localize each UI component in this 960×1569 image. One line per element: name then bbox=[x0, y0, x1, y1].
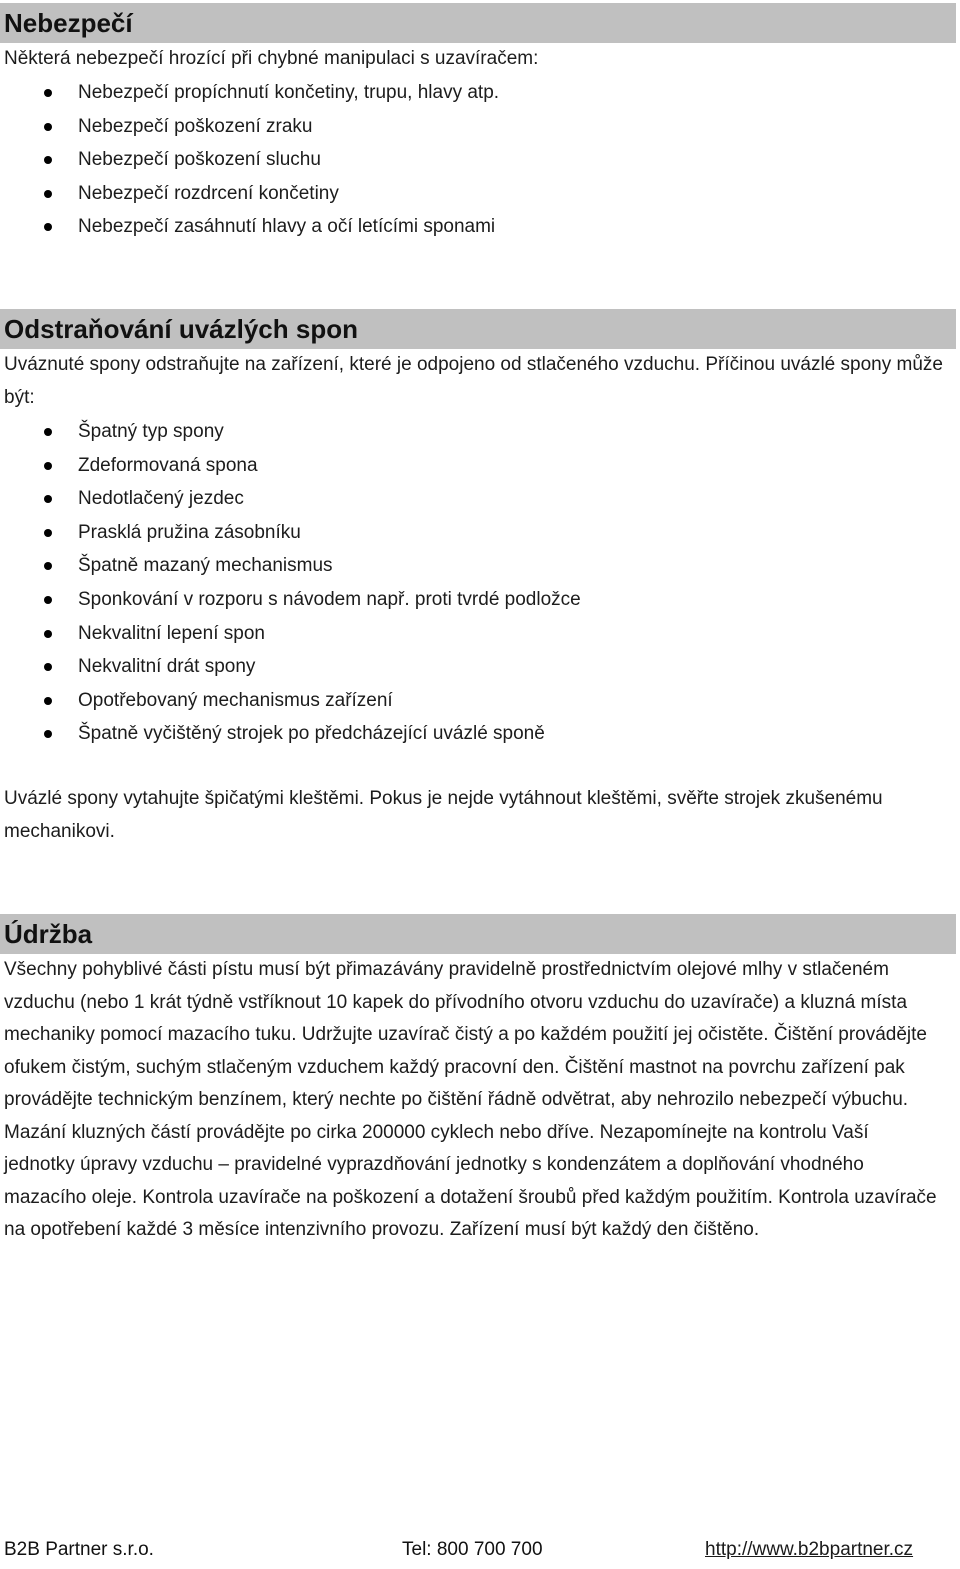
bullet-icon bbox=[44, 495, 52, 503]
footer-website-link[interactable]: http://www.b2bpartner.cz bbox=[705, 1539, 914, 1560]
list-item: Nedotlačený jezdec bbox=[0, 482, 940, 516]
bullet-icon bbox=[44, 89, 52, 97]
hazards-heading: Nebezpečí bbox=[0, 3, 956, 43]
list-item: Prasklá pružina zásobníku bbox=[0, 516, 940, 550]
bullet-icon bbox=[44, 630, 52, 638]
footer-company: B2B Partner s.r.o. bbox=[4, 1539, 154, 1560]
bullet-icon bbox=[44, 730, 52, 738]
maintenance-body: Všechny pohyblivé části pístu musí být přimazávány pravidelně prostřednictvím olejové mlhy v stlačeném vzduchu (nebo 1 krát týdně vstříknout 10 kapek do přívodního otvoru vzduchu do uzavírače) a kluzná místa mechaniky pomocí mazacího tuku. Udržujte uzavírač čistý a po každém použití jej očistěte. Čištění provádějte ofukem čistým, suchým stlačeným vzduchem každý pracovní den. Čištění mastnot na povrchu zařízení pak provádějte technickým benzínem, který nechte po čištění řádně odvětrat, aby nehrozilo nebezpečí výbuchu. Mazání kluzných částí provádějte po cirka 200000 cyklech nebo dříve. Nezapomínejte na kontrolu Vaší jednotky úpravy vzduchu – pravidelné vyprazdňování jednotky s kondenzátem a doplňování vhodného mazacího oleje. Kontrola uzavírače na poškození a dotažení šroubů před každým použitím. Kontrola uzavírače na opotřebení každé 3 měsíce intenzivního provozu. Zařízení musí být každý den čištěno. bbox=[4, 959, 937, 1240]
jams-causes-list bbox=[0, 415, 940, 751]
list-item: Nebezpečí rozdrcení končetiny bbox=[0, 177, 940, 211]
bullet-icon bbox=[44, 529, 52, 537]
hazards-list bbox=[0, 76, 940, 244]
bullet-icon bbox=[44, 663, 52, 671]
list-item: Nebezpečí poškození zraku bbox=[0, 110, 940, 144]
list-item: Nebezpečí propíchnutí končetiny, trupu, hlavy atp. bbox=[0, 76, 940, 110]
bullet-icon bbox=[44, 697, 52, 705]
list-item: Zdeformovaná spona bbox=[0, 449, 940, 483]
list-item: Nekvalitní drát spony bbox=[0, 650, 940, 684]
bullet-icon bbox=[44, 223, 52, 231]
maintenance-heading: Údržba bbox=[0, 914, 956, 954]
hazards-intro: Některá nebezpečí hrozící při chybné manipulaci s uzavíračem: bbox=[4, 48, 539, 69]
jams-heading: Odstraňování uvázlých spon bbox=[0, 309, 956, 349]
bullet-icon bbox=[44, 123, 52, 131]
list-item: Špatně vyčištěný strojek po předcházející uvázlé sponě bbox=[0, 717, 940, 751]
list-item: Nebezpečí zasáhnutí hlavy a očí letícími sponami bbox=[0, 210, 940, 244]
bullet-icon bbox=[44, 462, 52, 470]
bullet-icon bbox=[44, 562, 52, 570]
list-item: Špatně mazaný mechanismus bbox=[0, 549, 940, 583]
list-item: Nebezpečí poškození sluchu bbox=[0, 143, 940, 177]
bullet-icon bbox=[44, 156, 52, 164]
footer-phone: Tel: 800 700 700 bbox=[402, 1539, 543, 1560]
list-item: Opotřebovaný mechanismus zařízení bbox=[0, 684, 940, 718]
bullet-icon bbox=[44, 596, 52, 604]
bullet-icon bbox=[44, 190, 52, 198]
bullet-icon bbox=[44, 428, 52, 436]
list-item: Nekvalitní lepení spon bbox=[0, 617, 940, 651]
list-item: Špatný typ spony bbox=[0, 415, 940, 449]
jams-intro: Uváznuté spony odstraňujte na zařízení, které je odpojeno od stlačeného vzduchu. Příčinou uvázlé spony může být: bbox=[4, 354, 943, 408]
list-item: Sponkování v rozporu s návodem např. proti tvrdé podložce bbox=[0, 583, 940, 617]
jams-outro: Uvázlé spony vytahujte špičatými kleštěmi. Pokus je nejde vytáhnout kleštěmi, svěřte strojek zkušenému mechanikovi. bbox=[4, 788, 883, 842]
